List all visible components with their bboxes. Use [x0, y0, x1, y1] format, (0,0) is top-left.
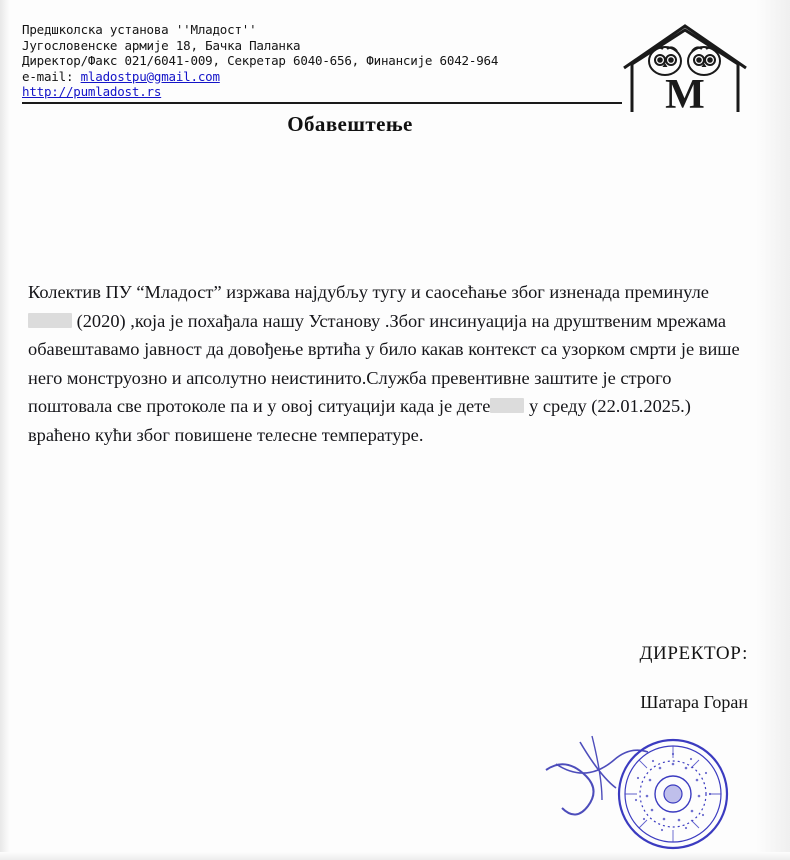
- svg-text:M: M: [665, 72, 705, 116]
- letterhead-website-row: [22, 84, 622, 100]
- body-text-part-3: у среду (22.01.2025.) враћено кући због повишене телесне температуре.: [28, 396, 691, 445]
- house-owls-monogram-logo: [620, 24, 750, 116]
- letterhead-institution: Предшколска установа ''Младост'': [22, 22, 257, 37]
- body-text-part-2: (2020) ,која је похађала нашу Установу .Због инсинуација на друштвеним мрежама обавештавамо јавност да довођење вртића у било какав контекст са узорком смрти је више него монструозно и апсолутно неистинито.Служба превентивне заштите је строго поштовала све протоколе па и у овој ситуацији када је дете: [28, 310, 740, 416]
- redacted-block-1: [28, 313, 72, 328]
- page-title: Обавештење: [287, 112, 413, 136]
- scan-edge-right: [756, 0, 790, 860]
- letterhead-email-label: e-mail:: [22, 68, 74, 84]
- official-round-stamp: [540, 718, 750, 853]
- letterhead-address: Југословенске армије 18, Бачка Паланка: [22, 37, 301, 53]
- letterhead: [22, 22, 622, 104]
- signature-name: Шатара Горан: [640, 692, 748, 712]
- letterhead-email-row: [22, 69, 622, 85]
- signature-role: ДИРЕКТОР:: [639, 643, 748, 664]
- document-body: [28, 278, 748, 449]
- body-text-part-1: Колектив ПУ “Младост” изржава најдубљу тугу и саосећање због изненада преминуле: [28, 282, 709, 302]
- redacted-block-2: [490, 398, 524, 413]
- letterhead-phones: Директор/Факс 021/6041-009, Секретар 6040-656, Финансије 6042-964: [22, 53, 499, 68]
- letterhead-website-link[interactable]: http://pumladost.rs: [22, 84, 162, 99]
- scan-edge-bottom: [0, 852, 790, 860]
- letterhead-email-link[interactable]: mladostpu@gmail.com: [80, 68, 220, 84]
- body-paragraph: [28, 278, 748, 449]
